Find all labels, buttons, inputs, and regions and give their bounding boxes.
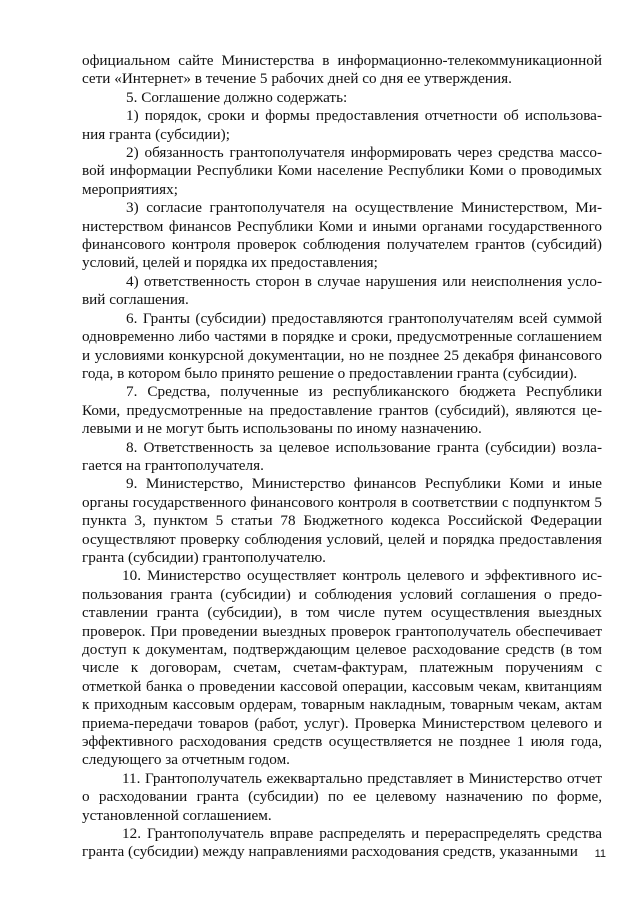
paragraph-item-6: 6. Гранты (субсидии) предоставляются грантополучателям всей суммой одновременно либо частями в порядке и сроки, предусмотренные соглашением и условиями конкурсной документации, но не позднее 25 декабря финансового года, в котором было принято решение о предоставлении гранта (субсидии). xyxy=(82,309,602,382)
paragraph-subitem-4: 4) ответственность сторон в случае нарушения или неисполнения условий соглашения. xyxy=(82,272,602,309)
paragraph-item-9: 9. Министерство, Министерство финансов Республики Коми и иные органы государственного финансового контроля в соответствии с подпунктом 5 пункта 3, пунктом 5 статьи 78 Бюджетного кодекса Российской Федерации осуществляют проверку соблюдения условий, целей и порядка предоставления гранта (субсидии) грантополучателю. xyxy=(82,475,602,566)
paragraph-item-7: 7. Средства, полученные из республиканского бюджета Республики Коми, предусмотренные на предоставление грантов (субсидий), являются целевыми и не могут быть использованы по иному назначению. xyxy=(82,383,602,438)
paragraph-item-10: 10. Министерство осуществляет контроль целевого и эффективного использования гранта (субсидии) и соблюдения условий соглашения о предоставлении гранта (субсидии), в том числе путем осуществления выездных проверок. При проведении выездных проверок грантополучатель обеспечивает доступ к документам, подтверждающим целевое расходование средств (в том числе к договорам, счетам, счетам-фактурам, платежным поручениям с отметкой банка о проведении кассовой операции, кассовым чекам, квитанциям к приходным кассовым ордерам, товарным накладным, товарным чекам, актам приема-передачи товаров (работ, услуг). Проверка Министерством целевого и эффективного расходования средств осуществляется не позднее 1 июля года, следующего за отчетным годом. xyxy=(82,567,602,769)
paragraph-continuation: официальном сайте Министерства в информационно-телекоммуникационной сети «Интернет» в течение 5 рабочих дней со дня ее утверждения. xyxy=(82,52,602,88)
paragraph-subitem-1: 1) порядок, сроки и формы предоставления отчетности об использования гранта (субсидии); xyxy=(82,107,602,143)
page-number: 11 xyxy=(594,848,606,860)
paragraph-subitem-2: 2) обязанность грантополучателя информировать через средства массовой информации Республики Коми население Республики Коми о проводимых мероприятиях; xyxy=(82,144,602,198)
paragraph-item-8: 8. Ответственность за целевое использование гранта (субсидии) возлагается на грантополучателя. xyxy=(82,438,602,474)
paragraph-item-5: 5. Соглашение должно содержать: xyxy=(126,88,348,106)
paragraph-item-11: 11. Грантополучатель ежеквартально представляет в Министерство отчет о расходовании гранта (субсидии) по ее целевому назначению по форме, установленной соглашением. xyxy=(82,769,602,824)
paragraph-item-12: 12. Грантополучатель вправе распределять и перераспределять средства гранта (субсидии) между направлениями расходования средств, указанными xyxy=(82,825,602,861)
paragraph-subitem-3: 3) согласие грантополучателя на осуществление Министерством, Министерством финансов Республики Коми и иными органами государственного финансового контроля проверок соблюдения получателем грантов (субсидий) условий, целей и порядка их предоставления; xyxy=(82,199,602,272)
